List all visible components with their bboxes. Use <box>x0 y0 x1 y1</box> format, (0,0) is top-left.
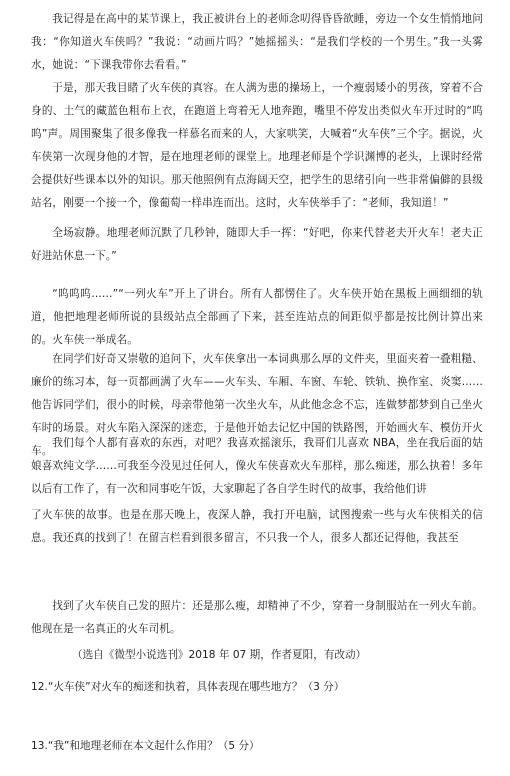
paragraph-6: 我们每个人都有喜欢的东西，对吧？我喜欢摇滚乐，我哥们儿喜欢 NBA，坐在我后面的姑娘喜欢纯文学……可我至今没见过任何人，像火车侠喜欢火车那样，那么痴迷，那么执着！多年以后有工作了，有一次和同事吃午饭，大家聊起了各自学生时代的故事，我给他们讲 <box>31 437 483 495</box>
paragraph-1: 我记得是在高中的某节课上，我正被讲台上的老师念叨得昏昏欲睡，旁边一个女生悄悄地问我：“你知道火车侠吗？”我说：“动画片吗？”她摇摇头：“是我们学校的一个男生。”我一头雾水，她说：“下课我带你去看看。” <box>31 13 483 71</box>
paragraph-5: 在同学们好奇又崇敬的追问下，火车侠拿出一本词典那么厚的文件夹，里面夹着一叠粗糙、廉价的练习本，每一页都画满了火车——火车头、车厢、车窗、车轮、铁轨、换作室、炎窦…… 他告诉同学们，很小的时候，母亲带他第一次坐火车，从此他念念不忘，连做梦都梦到自己坐火车时的场景。对火车陷入深深的迷恋，于是他开始去记忆中国的铁路图，开始画火车、模仿开火车。 <box>31 353 483 457</box>
question-12: 12.“火车侠”对火车的痴迷和执着，具体表现在哪些地方？（3 分） <box>31 681 345 693</box>
question-13: 13.“我”和地理老师在本文起什么作用？（5 分） <box>31 740 260 752</box>
paragraph-4: “呜呜呜……”“一列火车”开上了讲台。所有人都愣住了。火车侠开始在黑板上画细细的轨道，他把地理老师所说的县级站点全部画了下来，甚至连站点的间距似乎都是按比例计算出来的。火车侠一举成名。 <box>31 288 483 346</box>
paragraph-2: 于是，那天我目睹了火车侠的真容。在人满为患的操场上，一个瘦弱矮小的男孩，穿着不合身的、土气的藏蓝色粗布上衣，在跑道上弯着无人地奔跑，嘴里不停发出类似火车开过时的“呜呜”声。周围聚集了很多像我一样慕名而来的人，大家哄笑，大喊着“火车侠”三个字。据说，火车侠第一次现身他的才智，是在地理老师的课堂上。地理老师是个学识渊博的老头，上课时经常会提供好些课本以外的知识。那天他照例有点海阔天空，把学生的思绪引向一些非常偏僻的县级站名，刚要一个接一个，像葡萄一样串连而出。这时，火车侠举手了：“老师，我知道！” <box>31 82 483 209</box>
paragraph-8: 找到了火车侠自己发的照片：还是那么瘦，却精神了不少，穿着一身制服站在一列火车前。他现在是一名真正的火车司机。 <box>31 600 483 635</box>
source-citation: （选自《微型小说选刊》2018 年 07 期，作者夏阳，有改动） <box>72 649 367 661</box>
paragraph-3: 全场寂静。地理老师沉默了几秒钟，随即大手一挥：“好吧，你来代替老夫开火车！老夫正好进站休息一下。” <box>31 227 483 262</box>
paragraph-7: 了火车侠的故事。也是在那天晚上，夜深人静，我打开电脑，试图搜索一些与火车侠相关的信息。我还真的找到了！在留言栏看到很多留言，不只我一个人，很多人都还记得他，我甚至 <box>31 509 483 544</box>
